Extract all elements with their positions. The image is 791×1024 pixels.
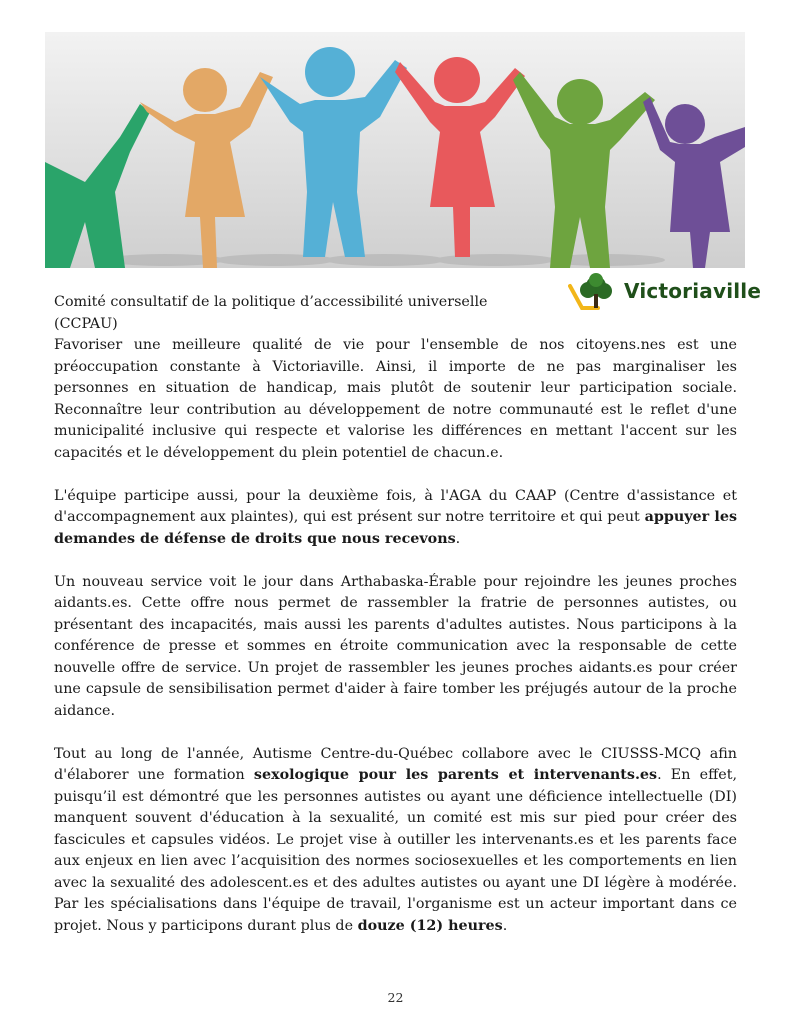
paragraph-proches-aidants: Un nouveau service voit le jour dans Arthabaska-Érable pour rejoindre les jeunes proches aidants.es. Cette offre nous permet de rassembler la fratrie de personnes autistes, ou présentant des incapacités, mais aussi les parents d'adultes autistes. Nous participons à la conférence de presse et sommes en étroite communication avec la responsable de cette nouvelle offre de service. Un projet de rassembler les jeunes proches aidants.es pour créer une capsule de sensibilisation permet d'aider à faire tomber les préjugés autour de la proche aidance. bbox=[54, 573, 737, 719]
paragraph-caap bbox=[54, 486, 737, 551]
paragraph-intro: Favoriser une meilleure qualité de vie pour l'ensemble de nos citoyens.nes est une préoccupation constante à Victoriaville. Ainsi, il importe de ne pas marginaliser les personnes en situation de handicap, mais plutôt de soutenir leur participation sociale. Reconnaître leur contribution au développement de notre communauté est le reflet d'une municipalité inclusive qui respecte et valorise les différences en mettant l'accent sur les capacités et le développement du plein potentiel de chacun.e. bbox=[54, 337, 737, 461]
caap-text: L'équipe participe aussi, pour la deuxième fois, à l'AGA du CAAP (Centre d'assistance et d'accompagnement aux plaintes), qui est présent sur notre territoire et qui peut bbox=[54, 487, 737, 525]
paper-people-illustration bbox=[45, 32, 745, 268]
caap-end: . bbox=[455, 530, 461, 547]
logo-wordmark: Victoriaville bbox=[624, 279, 762, 303]
ciusss-bold-1: sexologique pour les parents et intervenants.es bbox=[253, 767, 658, 783]
ciusss-end: . bbox=[502, 917, 508, 934]
ciusss-bold-2: douze (12) heures bbox=[357, 917, 503, 934]
page-number: 22 bbox=[387, 990, 404, 1005]
ciusss-text-2: . En effet, puisqu’il est démontré que les personnes autistes ou ayant une déficience intellectuelle (DI) manquent souvent d'éducation à la sexualité, un comité est mis sur pied pour créer des fascicules et capsules vidéos. Le projet vise à outiller les intervenants.es et les parents face aux enjeux en lien avec l’acquisition des normes sociosexuelles et les comportements en lien avec la sexualité des adolescent.es et des adultes autistes ou ayant une DI légère à modérée. Par les spécialisations dans l'équipe de travail, l'organisme est un acteur important dans ce projet. Nous y participons durant plus de bbox=[54, 767, 737, 934]
caap-bold: appuyer les demandes de défense de droits que nous recevons bbox=[54, 509, 737, 547]
section-heading: Comité consultatif de la politique d’accessibilité universelle (CCPAU) bbox=[54, 294, 488, 332]
page-body bbox=[54, 292, 737, 937]
hero-image-paper-people bbox=[45, 32, 745, 268]
paragraph-ciusss bbox=[54, 744, 737, 938]
ciusss-text-1: Tout au long de l'année, Autisme Centre-du-Québec collabore avec le CIUSSS-MCQ afin d'élaborer une formation bbox=[54, 745, 737, 783]
